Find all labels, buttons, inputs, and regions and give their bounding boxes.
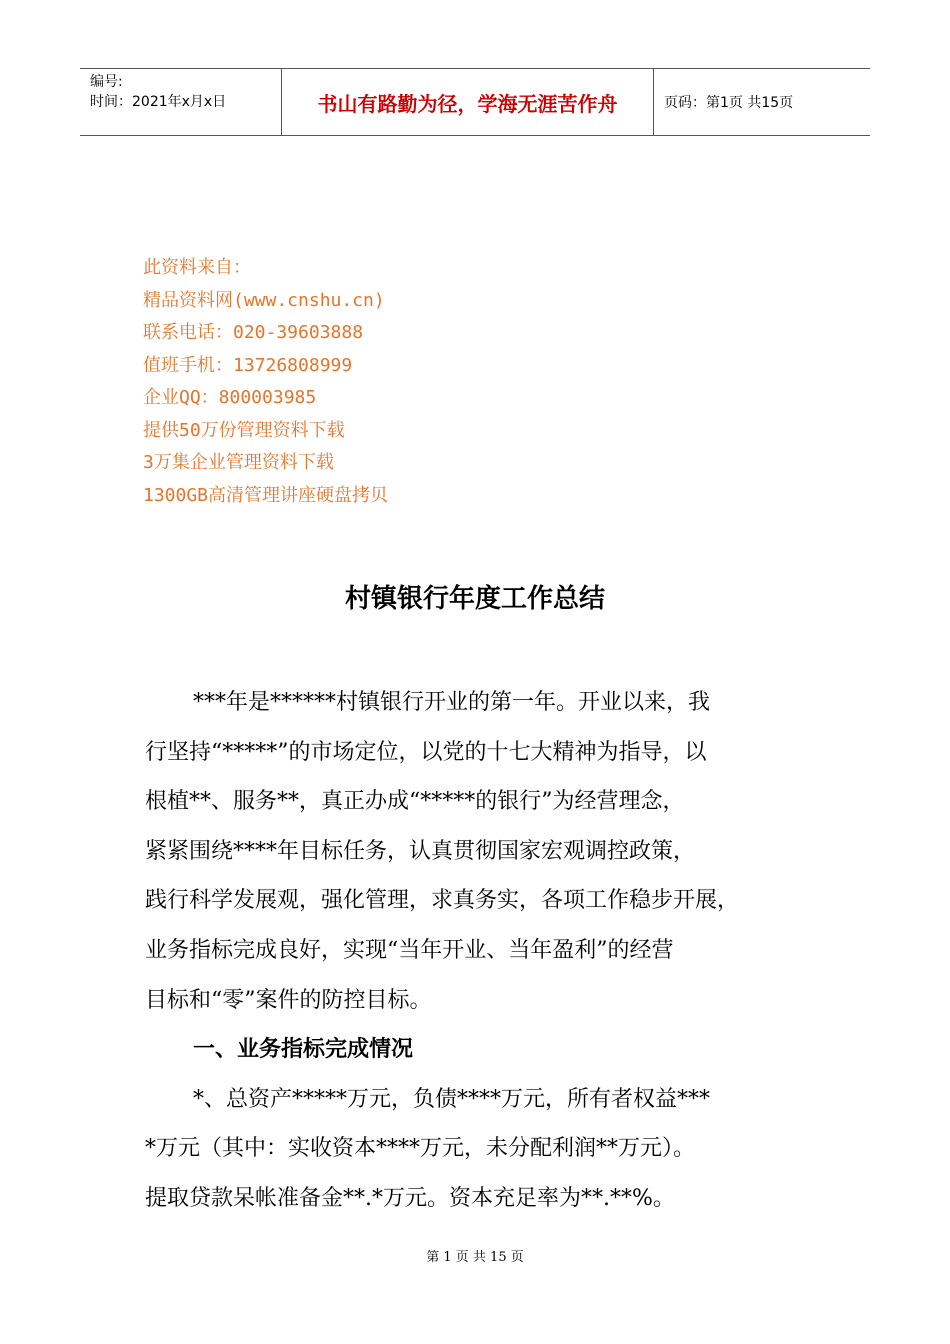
body-line: 根植**、服务**，真正办成“*****的银行”为经营理念， <box>145 789 685 815</box>
document-body <box>145 678 739 1224</box>
source-info-block <box>143 252 388 512</box>
header-meta-cell <box>80 69 282 135</box>
body-line: 目标和“零”案件的防控目标。 <box>145 987 432 1013</box>
header-motto: 书山有路勤为径，学海无涯苦作舟 <box>282 69 654 135</box>
page-header <box>80 68 870 136</box>
number-label: 编号: <box>90 74 123 90</box>
section-heading: 一、业务指标完成情况 <box>193 1037 414 1063</box>
source-line: 企业QQ：800003985 <box>143 387 317 408</box>
body-line: 紧紧围绕****年目标任务，认真贯彻国家宏观调控政策， <box>145 838 696 864</box>
source-line: 此资料来自： <box>143 257 251 278</box>
body-line: ***年是******村镇银行开业的第一年。开业以来，我 <box>193 690 711 715</box>
body-line: 提取贷款呆帐准备金**.*万元。资本充足率为**.**%。 <box>145 1185 675 1211</box>
source-line: 3万集企业管理资料下载 <box>143 452 334 473</box>
time-label: 时间：2021年x月x日 <box>90 94 227 110</box>
source-line: 提供50万份管理资料下载 <box>143 419 345 441</box>
body-line: 践行科学发展观，强化管理，求真务实，各项工作稳步开展， <box>145 888 740 914</box>
body-line: 业务指标完成良好，实现“当年开业、当年盈利”的经营 <box>145 937 674 963</box>
body-line: *万元（其中：实收资本****万元，未分配利润**万元）。 <box>145 1136 696 1162</box>
source-line: 精品资料网(www.cnshu.cn) <box>143 289 385 311</box>
source-line: 联系电话：020-39603888 <box>143 322 364 343</box>
body-line: *、总资产*****万元，负债****万元，所有者权益*** <box>193 1086 711 1112</box>
body-line: 行坚持“*****”的市场定位，以党的十七大精神为指导，以 <box>145 739 707 765</box>
header-page-label: 页码：第1页 共15页 <box>664 95 794 111</box>
source-line: 值班手机：13726808999 <box>143 354 353 376</box>
page-footer: 第 1 页 共 15 页 <box>426 1250 524 1265</box>
source-line: 1300GB高清管理讲座硬盘拷贝 <box>143 484 389 506</box>
document-title: 村镇银行年度工作总结 <box>344 584 605 614</box>
